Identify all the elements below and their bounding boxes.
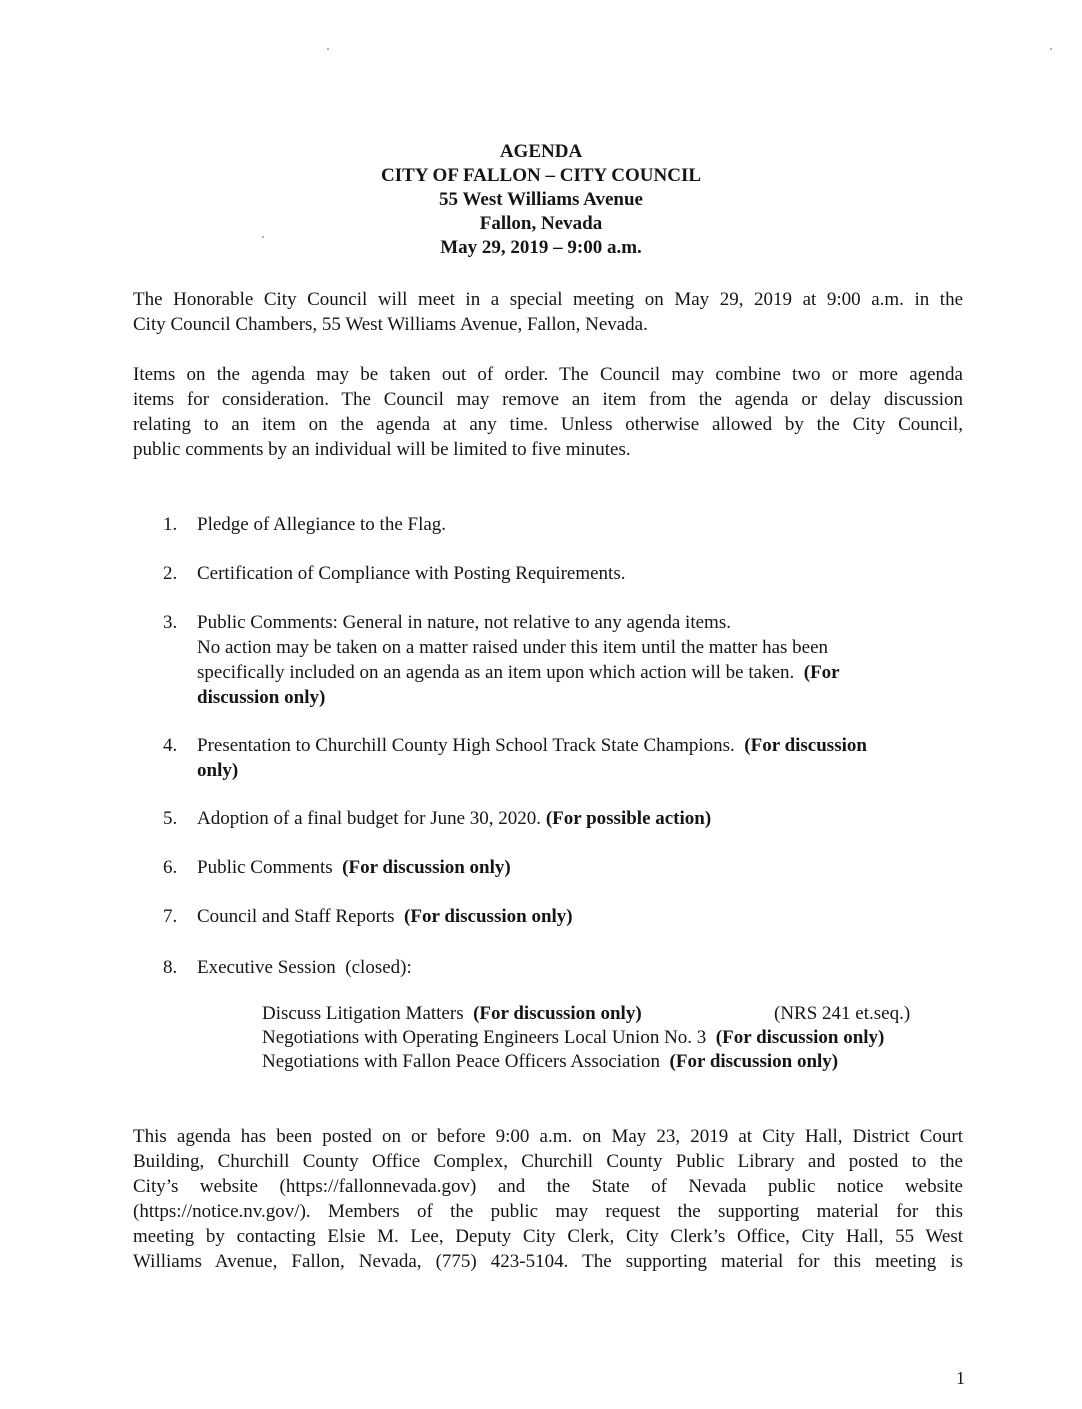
item-line-text: Council and Staff Reports [197, 906, 395, 927]
intro-line: The Honorable City Council will meet in a special meeting on May 29, 2019 at 9:00 a.m. in the [133, 289, 963, 310]
posting-line: meeting by contacting Elsie M. Lee, Deputy City Clerk, City Clerk’s Office, City Hall, 55 West [133, 1226, 963, 1247]
address-street: 55 West Williams Avenue [439, 189, 643, 210]
item-text [197, 855, 963, 880]
intro-paragraph [133, 287, 963, 337]
agenda-title: AGENDA [499, 141, 583, 162]
item-line-text: Presentation to Churchill County High School Track State Champions. [197, 735, 735, 756]
nrs-reference: (NRS 241 et.seq.) [774, 1003, 911, 1024]
session-item-litigation [262, 1002, 982, 1026]
item-number: 6. [163, 857, 178, 878]
scan-speck [1050, 48, 1052, 50]
rules-paragraph [133, 362, 963, 462]
page-number: 1 [956, 1368, 965, 1388]
rules-line: items for consideration. The Council may remove an item from the agenda or delay discussion [133, 389, 963, 410]
session-action-tag: (For discussion only) [715, 1027, 885, 1048]
posting-paragraph [133, 1124, 963, 1274]
rules-line: public comments by an individual will be limited to five minutes. [133, 439, 631, 460]
session-action-tag: (For discussion only) [669, 1051, 839, 1072]
item-text [197, 904, 963, 929]
meeting-date: May 29, 2019 – 9:00 a.m. [440, 237, 642, 258]
session-item-peace-officers [262, 1050, 982, 1074]
posting-line: This agenda has been posted on or before 9:00 a.m. on May 23, 2019 at City Hall, District Court [133, 1126, 963, 1147]
item-number: 2. [163, 563, 178, 584]
item-line-text: Adoption of a final budget for June 30, 2020. [197, 808, 542, 829]
item-text: Pledge of Allegiance to the Flag. [197, 514, 447, 535]
posting-line: Building, Churchill County Office Complex, Churchill County Public Library and posted to the [133, 1151, 963, 1172]
item-number: 3. [163, 612, 178, 633]
agenda-header [0, 140, 1082, 260]
item-action-tag: discussion only) [197, 687, 326, 708]
item-action-tag: only) [197, 760, 239, 781]
session-text: Negotiations with Fallon Peace Officers Association [262, 1051, 661, 1072]
item-action-tag: (For discussion only) [404, 906, 573, 927]
address-city: Fallon, Nevada [479, 213, 603, 234]
posting-line: (https://notice.nv.gov/). Members of the public may request the supporting material for this [133, 1201, 963, 1222]
item-text [197, 610, 963, 710]
intro-line: City Council Chambers, 55 West Williams Avenue, Fallon, Nevada. [133, 314, 648, 335]
item-number: 7. [163, 906, 178, 927]
item-number: 5. [163, 808, 178, 829]
rules-line: Items on the agenda may be taken out of order. The Council may combine two or more agenda [133, 364, 963, 385]
posting-line: City’s website (https://fallonnevada.gov) and the State of Nevada public notice website [133, 1176, 963, 1197]
item-number: 8. [163, 957, 178, 978]
item-line-text: Public Comments [197, 857, 333, 878]
item-line: Public Comments: General in nature, not relative to any agenda items. [197, 612, 731, 633]
session-action-tag: (For discussion only) [473, 1003, 642, 1024]
item-line-text: specifically included on an agenda as an item upon which action will be taken. [197, 662, 795, 683]
item-text [197, 733, 963, 783]
posting-line: Williams Avenue, Fallon, Nevada, (775) 423-5104. The supporting material for this meeting is [133, 1251, 963, 1272]
item-line: No action may be taken on a matter raised under this item until the matter has been [197, 637, 829, 658]
item-line [197, 660, 963, 685]
item-number: 4. [163, 735, 178, 756]
item-action-tag: (For discussion [744, 735, 867, 756]
item-action-tag: (For [803, 662, 840, 683]
item-number: 1. [163, 514, 178, 535]
scan-speck [327, 48, 329, 50]
item-action-tag: (For possible action) [545, 808, 712, 829]
council-name: CITY OF FALLON – CITY COUNCIL [380, 165, 702, 186]
session-text: Negotiations with Operating Engineers Local Union No. 3 [262, 1027, 707, 1048]
item-text [197, 806, 963, 831]
session-item-operating-engineers [262, 1026, 982, 1050]
item-text: Executive Session (closed): [197, 957, 412, 978]
item-line [197, 733, 963, 758]
item-text: Certification of Compliance with Posting Requirements. [197, 563, 626, 584]
session-text: Discuss Litigation Matters [262, 1003, 464, 1024]
rules-line: relating to an item on the agenda at any time. Unless otherwise allowed by the City Council, [133, 414, 963, 435]
item-action-tag: (For discussion only) [342, 857, 511, 878]
